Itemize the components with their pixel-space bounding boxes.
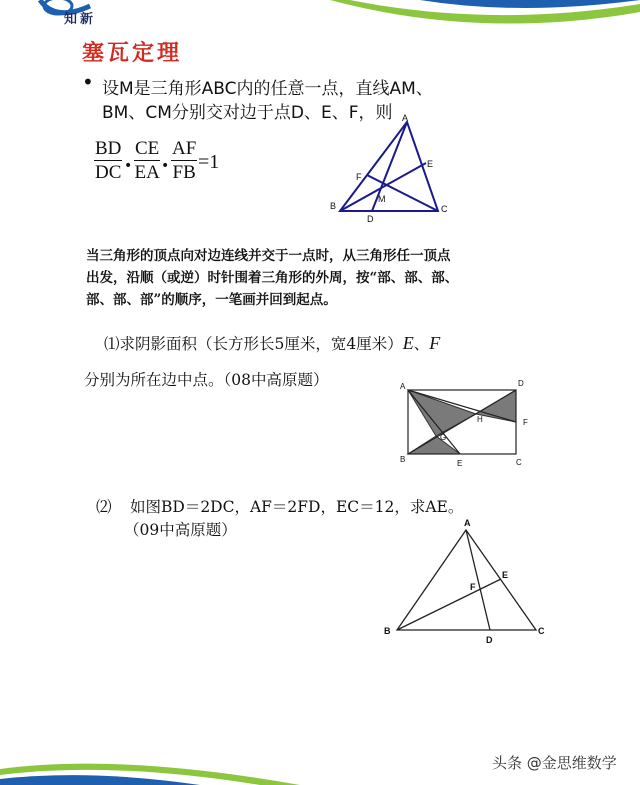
explanation-line1: 当三角形的顶点向对边连线并交于一点时，从三角形任一顶点	[86, 248, 451, 264]
fraction-af-fb	[171, 138, 197, 185]
fraction-denominator: DC	[95, 162, 122, 183]
fraction-denominator: FB	[172, 162, 196, 183]
label-h: H	[477, 415, 483, 424]
label-c: C	[538, 626, 545, 636]
explanation-line3: 部、部、部”的顺序，一笔画并回到起点。	[86, 292, 337, 308]
problem2-line2: （09中高原题）	[124, 521, 237, 539]
page-title: 塞瓦定理	[82, 40, 183, 66]
problem2-line1: 如图BD＝2DC，AF＝2FD，EC＝12，求AE。	[130, 498, 464, 516]
fraction-bd-dc	[94, 138, 122, 185]
label-e: E	[427, 159, 434, 169]
problem1-comma: 、	[413, 335, 430, 353]
problem2-number: ⑵	[96, 498, 112, 516]
problem1-text: ⑴求阴影面积（长方形长5厘米，宽4厘米）	[104, 335, 403, 353]
segment-ad	[466, 530, 490, 630]
watermark-text: 头条 @金思维数学	[492, 754, 617, 772]
label-b: B	[384, 626, 391, 636]
segment-be	[397, 579, 501, 630]
shaded-region-upper-left	[408, 390, 476, 436]
label-e: E	[457, 459, 463, 468]
label-f: F	[523, 418, 528, 427]
multiply-dot: •	[124, 158, 133, 174]
label-a: A	[400, 382, 406, 391]
label-b: B	[330, 201, 337, 211]
fraction-ce-ea	[134, 138, 160, 185]
bullet-icon: •	[82, 70, 94, 94]
rectangle-shaded-figure	[398, 378, 538, 470]
label-d: D	[367, 214, 374, 224]
ceva-triangle-figure	[325, 112, 455, 224]
fraction-denominator: EA	[134, 162, 160, 183]
triangle-bd-2dc-figure	[378, 516, 560, 646]
label-d: D	[486, 635, 493, 645]
problem1-var-f: F	[429, 333, 441, 353]
label-m: M	[378, 194, 386, 204]
triangle-abc	[397, 530, 536, 630]
label-b: B	[400, 455, 406, 464]
theorem-statement-line1: 设M是三角形ABC内的任意一点，直线AM、	[102, 79, 433, 99]
fraction-numerator: BD	[95, 138, 122, 159]
fraction-numerator: CE	[135, 138, 160, 159]
multiply-dot: •	[161, 158, 170, 174]
problem1-line2: 分别为所在边中点。（08中高原题）	[84, 371, 329, 389]
ceva-formula	[94, 138, 244, 193]
label-d: D	[518, 379, 524, 388]
label-f: F	[356, 172, 362, 182]
label-c: C	[516, 458, 522, 467]
label-g: G	[440, 433, 447, 442]
label-c: C	[441, 204, 448, 214]
equals-one: =1	[198, 151, 220, 173]
fraction-numerator: AF	[172, 138, 197, 159]
problem1-line1	[104, 332, 440, 354]
theorem-statement-line2: BM、CM分别交对边于点D、E、F，则	[102, 103, 393, 123]
logo-text: 知新	[64, 12, 97, 27]
label-a: A	[464, 518, 471, 528]
problem1-var-e: E	[402, 333, 414, 353]
label-a: A	[402, 113, 409, 123]
explanation-line2: 出发，沿顺（或逆）时针围着三角形的外周，按“部、部、部、	[86, 270, 459, 286]
label-f: F	[470, 582, 476, 592]
label-e: E	[502, 570, 509, 580]
